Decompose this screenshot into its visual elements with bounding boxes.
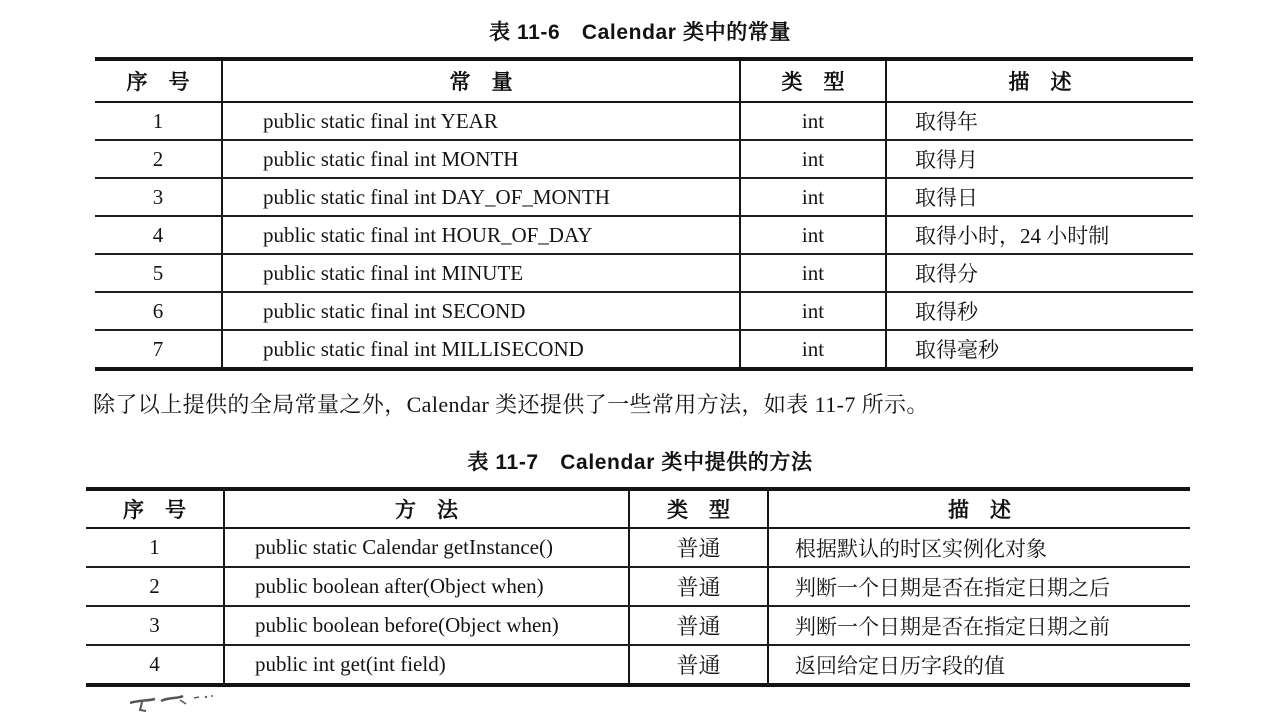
type-cell: int [740,102,886,140]
constant-cell: public static final int DAY_OF_MONTH [222,178,740,216]
description-cell: 取得分 [886,254,1193,292]
column-header-method: 方 法 [224,489,629,528]
row-number-cell: 4 [86,645,224,685]
body-paragraph: 除了以上提供的全局常量之外，Calendar 类还提供了一些常用方法，如表 11-7 所示。 [93,392,929,417]
type-cell: int [740,330,886,369]
type-cell: 普通 [629,528,768,567]
table-row [86,606,1190,645]
row-number-cell: 3 [95,178,222,216]
description-cell: 判断一个日期是否在指定日期之后 [768,567,1190,606]
table-row [95,216,1193,254]
description-cell: 判断一个日期是否在指定日期之前 [768,606,1190,645]
constant-cell: public static final int SECOND [222,292,740,330]
method-cell: public int get(int field) [224,645,629,685]
row-number-cell: 7 [95,330,222,369]
table-row [86,645,1190,685]
type-cell: int [740,140,886,178]
column-header-number: 序 号 [86,489,224,528]
type-cell: int [740,292,886,330]
type-cell: int [740,216,886,254]
row-number-cell: 3 [86,606,224,645]
table-row [95,254,1193,292]
table-row [95,102,1193,140]
table-11-6-title: 表 11-6 Calendar 类中的常量 [488,21,791,44]
description-cell: 取得小时，24 小时制 [886,216,1193,254]
column-header-type: 类 型 [629,489,768,528]
column-header-description: 描 述 [768,489,1190,528]
type-cell: 普通 [629,606,768,645]
column-header-constant: 常 量 [222,59,740,102]
row-number-cell: 1 [86,528,224,567]
table-row [86,528,1190,567]
method-cell: public boolean before(Object when) [224,606,629,645]
table-row [95,140,1193,178]
description-cell: 取得日 [886,178,1193,216]
description-cell: 根据默认的时区实例化对象 [768,528,1190,567]
constant-cell: public static final int MONTH [222,140,740,178]
column-header-type: 类 型 [740,59,886,102]
table-row [95,292,1193,330]
constants-table [95,57,1193,371]
type-cell: 普通 [629,567,768,606]
table-row [86,567,1190,606]
row-number-cell: 2 [86,567,224,606]
description-cell: 取得秒 [886,292,1193,330]
row-number-cell: 2 [95,140,222,178]
row-number-cell: 5 [95,254,222,292]
constants-table-header-row [95,59,1193,102]
constant-cell: public static final int YEAR [222,102,740,140]
table-row [95,178,1193,216]
type-cell: int [740,178,886,216]
method-cell: public boolean after(Object when) [224,567,629,606]
table-row [95,330,1193,369]
description-cell: 取得毫秒 [886,330,1193,369]
description-cell: 取得月 [886,140,1193,178]
methods-table [86,487,1190,687]
column-header-number: 序 号 [95,59,222,102]
row-number-cell: 4 [95,216,222,254]
column-header-description: 描 述 [886,59,1193,102]
methods-table-header-row [86,489,1190,528]
description-cell: 返回给定日历字段的值 [768,645,1190,685]
type-cell: int [740,254,886,292]
scan-smudge-artifact [128,694,238,720]
method-cell: public static Calendar getInstance() [224,528,629,567]
description-cell: 取得年 [886,102,1193,140]
constant-cell: public static final int HOUR_OF_DAY [222,216,740,254]
row-number-cell: 1 [95,102,222,140]
table-11-7-title: 表 11-7 Calendar 类中提供的方法 [467,451,813,474]
row-number-cell: 6 [95,292,222,330]
constant-cell: public static final int MINUTE [222,254,740,292]
type-cell: 普通 [629,645,768,685]
constant-cell: public static final int MILLISECOND [222,330,740,369]
